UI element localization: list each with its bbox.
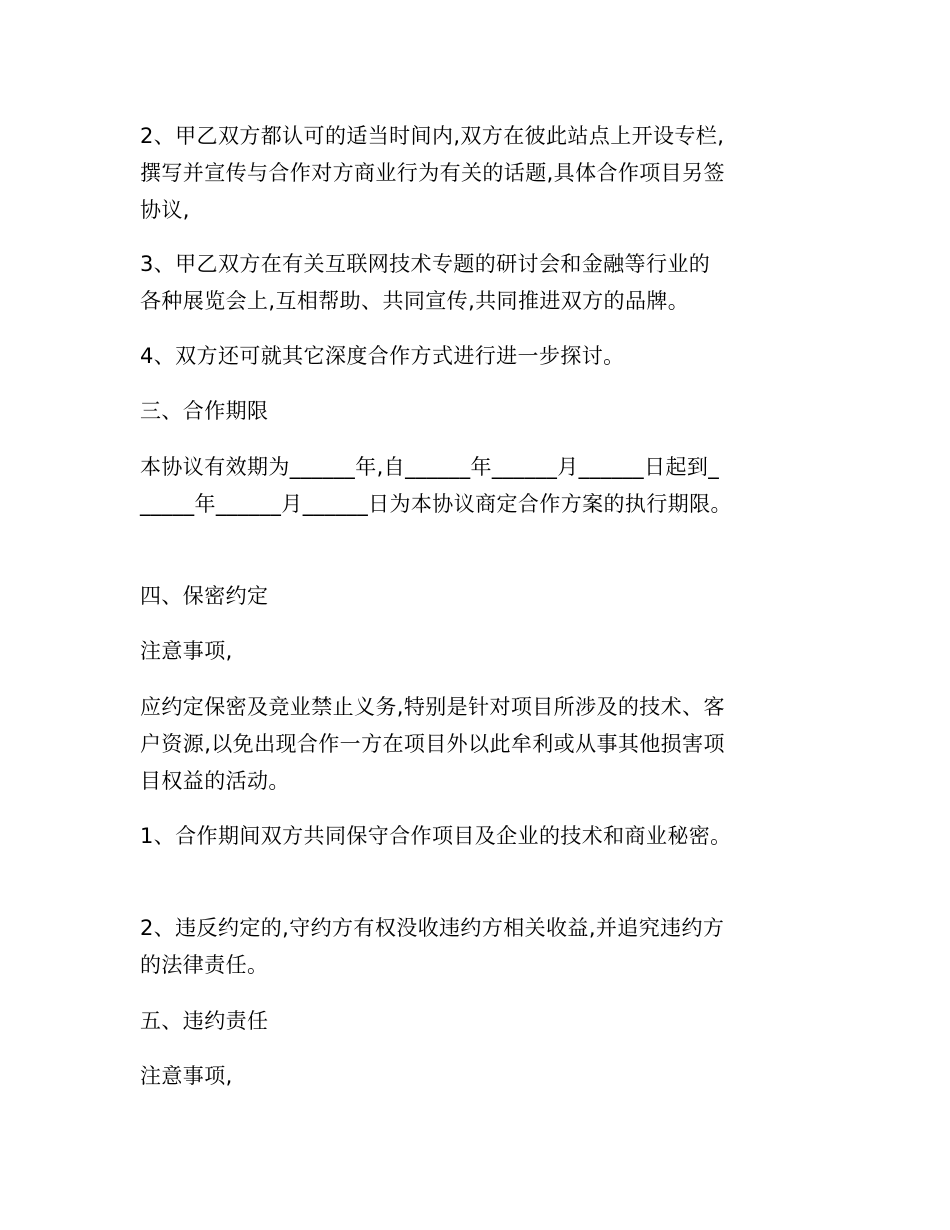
section-heading: 四、保密约定: [140, 584, 269, 608]
text-line: _____年______月______日为本协议商定合作方案的执行期限。: [140, 492, 732, 516]
text-line: 4、双方还可就其它深度合作方式进行进一步探讨。: [140, 344, 625, 368]
text-line: 的法律责任。: [140, 953, 269, 977]
text-line: 注意事项,: [140, 1064, 233, 1088]
text-line: 应约定保密及竞业禁止义务,特别是针对项目所涉及的技术、客: [140, 695, 725, 719]
text-line: 注意事项,: [140, 639, 233, 663]
text-line: 2、甲乙双方都认可的适当时间内,双方在彼此站点上开设专栏,: [140, 124, 725, 148]
text-line: 协议,: [140, 198, 190, 222]
text-line: 1、合作期间双方共同保守合作项目及企业的技术和商业秘密。: [140, 824, 732, 848]
text-line: 撰写并宣传与合作对方商业行为有关的话题,具体合作项目另签: [140, 161, 725, 185]
text-line: 本协议有效期为______年,自______年______月______日起到_: [140, 455, 720, 479]
text-line: 各种展览会上,互相帮助、共同宣传,共同推进双方的品牌。: [140, 289, 690, 313]
section-heading: 五、违约责任: [140, 1009, 269, 1033]
text-line: 户资源,以免出现合作一方在项目外以此牟利或从事其他损害项: [140, 732, 725, 756]
text-line: 3、甲乙双方在有关互联网技术专题的研讨会和金融等行业的: [140, 252, 711, 276]
text-line: 2、违反约定的,守约方有权没收违约方相关收益,并追究违约方: [140, 916, 725, 940]
text-line: 目权益的活动。: [140, 769, 290, 793]
section-heading: 三、合作期限: [140, 399, 269, 423]
